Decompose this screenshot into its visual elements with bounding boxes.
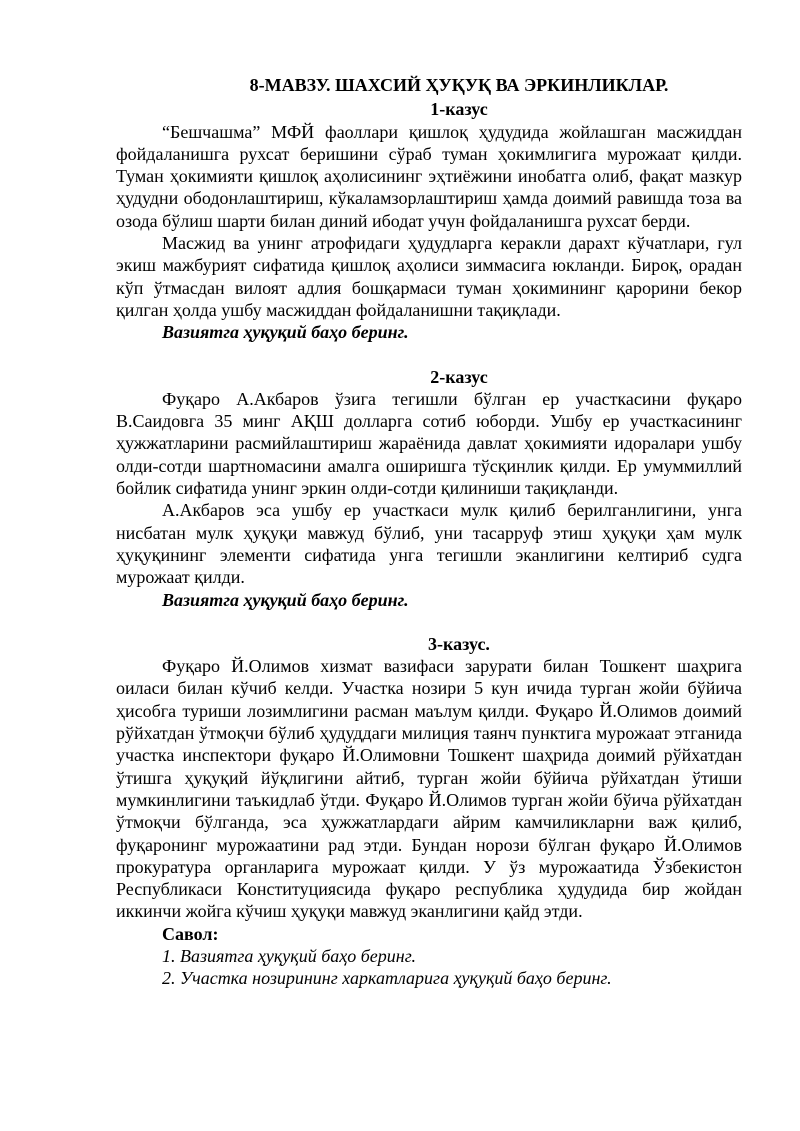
case-2-paragraph-1: Фуқаро А.Акбаров ўзига тегишли бўлган ер участкасини фуқаро В.Саидовга 35 минг АҚШ долларга сотиб юборди. Ушбу ер участкасининг ҳужжатларини расмийлаштириш жараёнида давлат ҳокимияти идоралари ушбу олди-сотди шартномасини амалга оширишга тўсқинлик қилди. Ер умуммиллий бойлик сифатида унинг эркин олди-сотди қилиниши тақиқланди. [116, 388, 742, 499]
case-3 [116, 633, 742, 990]
case-2 [116, 366, 742, 611]
case-2-heading: 2-казус [430, 366, 488, 387]
page-title: 8-МАВЗУ. ШАХСИЙ ҲУҚУҚ ВА ЭРКИНЛИКЛАР. [249, 75, 669, 95]
case-1-heading: 1-казус [430, 99, 488, 120]
case-2-paragraph-2: А.Акбаров эса ушбу ер участкаси мулк қилиб берилганлигини, унга нисбатан мулк ҳуқуқи мавжуд бўлиб, уни тасарруф этиш ҳуқуқи ҳам мулк ҳуқуқининг элементи сифатида унга тегишли эканлигини келтириб судга мурожаат қилди. [116, 500, 742, 588]
question-1: 1. Вазиятга ҳуқуқий баҳо беринг. [162, 945, 417, 966]
case-1 [116, 98, 742, 343]
case-1-task: Вазиятга ҳуқуқий баҳо беринг. [162, 322, 409, 343]
case-3-heading: 3-казус. [428, 633, 490, 654]
question-2: 2. Участка нозирининг харкатларига ҳуқуқий баҳо беринг. [162, 968, 612, 989]
case-1-paragraph-2: Масжид ва унинг атрофидаги ҳудудларга керакли дарахт кўчатлари, гул экиш мажбурият сифатида қишлоқ аҳолиси зиммасига юкланди. Бироқ, орадан кўп ўтмасдан вилоят адлия бошқармаси туман ҳокимининг қарорини бекор қилган ҳолда ушбу масжиддан фойдаланишни тақиқлади. [116, 233, 742, 320]
case-2-task: Вазиятга ҳуқуқий баҳо беринг. [162, 589, 409, 610]
case-1-paragraph-1: “Бешчашма” МФЙ фаоллари қишлоқ ҳудудида жойлашган масжиддан фойдаланишга рухсат беришини сўраб туман ҳокимлигига мурожаат қилди. Туман ҳокимияти қишлоқ аҳолисининг эҳтиёжини инобатга олиб, фақат мазкур ҳудудни ободонлаштириш, кўкаламзорлаштириш ҳамда доимий равишда тоза ва озода бўлиш шарти билан диний ибодат учун фойдаланишга рухсат берди. [116, 121, 742, 231]
question-label: Савол: [162, 923, 219, 944]
case-3-paragraph-1: Фуқаро Й.Олимов хизмат вазифаси зарурати билан Тошкент шаҳрига оиласи билан кўчиб келди. Участка нозири 5 кун ичида турган жойи бўйича ҳисобга туриши лозимлигини расман маълум қилди. Фуқаро Й.Олимов доимий рўйхатдан ўтмоқчи бўлиб ҳудуддаги милиция таянч пунктига мурожаат этганида участка инспектори фуқаро Й.Олимовни Тошкент шаҳрида доимий рўйхатдан ўтишга ҳуқуқий йўқлигини айтиб, турган жойи бўйича рўйхатдан ўтиши мумкинлигини таъкидлаб ўтди. Фуқаро Й.Олимов турган жойи бўича рўйхатдан ўтмоқчи бўлганда, эса ҳужжатлардаги айрим камчиликларни важ қилиб, фуқаронинг мурожаатини рад этди. Бундан норози бўлган фуқаро Й.Олимов прокуратура органларига мурожаат қилди. У ўз мурожаатида Ўзбекистон Республикаси Конституциясида фуқаро республика ҳудудида бир жойдан иккинчи жойга кўчиш ҳуқуқи мавжуд эканлигини қайд этди. [116, 656, 742, 922]
